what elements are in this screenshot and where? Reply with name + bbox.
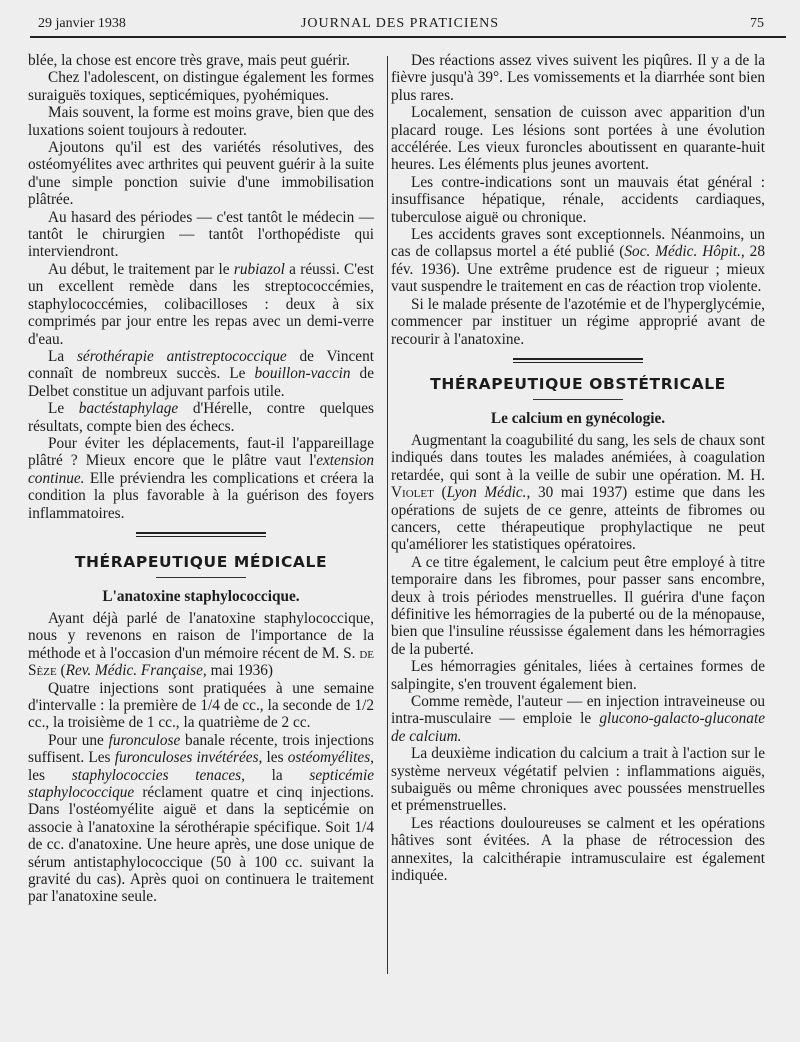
paragraph: Pour éviter les déplacements, faut-il l'appareillage plâtré ? Mieux encore que le plâtre vaut l'extension continue. Elle préviendra les complications et créera la condition la plus favorable à la guérison des foyers inflammatoires. [28,434,374,522]
paragraph: Des réactions assez vives suivent les piqûres. Il y a de la fièvre jusqu'à 39°. Les vomissements et la diarrhée sont bien plus rares. [391,52,765,104]
title-rule [156,577,246,578]
paragraph: Quatre injections sont pratiquées à une semaine d'intervalle : la première de 1/4 de cc., la seconde de 1/2 cc., la troisième de 1 cc., la quatrième de 2 cc. [28,679,374,732]
title-rule [533,399,623,400]
running-head [30,14,770,36]
column-divider [387,56,388,974]
paragraph: Mais souvent, la forme est moins grave, bien que des luxations soient toujours à redouter. [28,104,374,139]
paragraph: Localement, sensation de cuisson avec apparition d'un placard rouge. Les lésions sont portées à une évolution accélérée. Les vieux furoncles aboutissent en quarante-huit heures. Les éléments plus jeunes avortent. [391,104,765,174]
paragraph: Le bactéstaphylage d'Hérelle, contre quelques résultats, compte bien des échecs. [28,400,374,435]
article-title: L'anatoxine staphylococcique. [102,587,300,605]
section-title: THÉRAPEUTIQUE OBSTÉTRICALE [430,374,726,393]
paragraph: Les hémorragies génitales, liées à certaines formes de salpingite, s'en trouvent également bien. [391,658,765,693]
paragraph: Les contre-indications sont un mauvais état général : insuffisance hépatique, rénale, accidents cardiaques, tuberculose aiguë ou chronique. [391,173,765,226]
left-column [28,52,374,906]
paragraph: La deuxième indication du calcium a trait à l'action sur le système nerveux végétatif pelvien : inflammations aiguës, subaiguës ou même chroniques avec poussées menstruelles et prémenstruelles. [391,745,765,815]
issue-date: 29 janvier 1938 [38,16,126,31]
paragraph: La sérothérapie antistreptococcique de Vincent connaît de nombreux succès. Le bouillon-vaccin de Delbet constitue un adjuvant parfois utile. [28,347,374,400]
right-column [391,52,765,884]
paragraph: Ajoutons qu'il est des variétés résolutives, des ostéomyélites avec arthrites qui peuvent guérir à la suite d'une simple ponction suivie d'une immobilisation plâtrée. [28,139,374,209]
paragraph: Les réactions douloureuses se calment et les opérations hâtives sont évitées. A la phase de rétrocession des annexites, la calcithérapie intramusculaire est également indiquée. [391,814,765,885]
paragraph: Chez l'adolescent, on distingue également les formes suraiguës toxiques, septicémiques, pyohémiques. [28,69,374,104]
paragraph: A ce titre également, le calcium peut être employé à titre temporaire dans les fibromes, pour passer sans encombre, deux à trois périodes menstruelles. Il guérira d'une façon définitive les hémorragies de la puberté ou de la ménopause, bien que l'insuline réussisse également dans les hémorragies de la puberté. [391,553,765,658]
header-rule [30,36,786,38]
article-title: Le calcium en gynécologie. [490,409,666,427]
paragraph: Ayant déjà parlé de l'anatoxine staphylococcique, nous y revenons en raison de l'importance de la méthode et à l'occasion d'un mémoire récent de M. S. de Sèze (Rev. Médic. Française, mai 1936) [28,609,374,680]
section-title: THÉRAPEUTIQUE MÉDICALE [74,552,328,571]
paragraph: Pour une furonculose banale récente, trois injections suffisent. Les furonculoses invétérées, les ostéomyélites, les staphylococcies tenaces, la septicémie staphylococcique réclament quatre et cinq injections. Dans l'ostéomyélite aiguë et dans la septicémie on associe à l'anatoxine la sérothérapie spécifique. Soit 1/4 de cc. d'anatoxine. Une heure après, une dose unique de sérum antistaphylococcique (50 à 100 cc. suivant la gravité du cas). Après quoi on continuera le traitement par l'anatoxine seule. [28,731,374,906]
page-number: 75 [750,16,764,31]
journal-title: JOURNAL DES PRATICIENS [300,16,500,31]
paragraph: Augmentant la coagubilité du sang, les sels de chaux sont indiqués dans toutes les malades anémiées, à coagulation retardée, qui sont à la veille de subir une opération. M. H. Violet (Lyon Médic., 30 mai 1937) estime que dans les opérations de sujets de ce genre, atteints de fibromes ou cancers, cette thérapeutique prophylactique ne peut qu'améliorer les statistiques opératoires. [391,431,765,554]
section-separator [513,358,643,363]
paragraph: Au hasard des périodes — c'est tantôt le médecin — tantôt le chirurgien — tantôt l'orthopédiste qui interviendront. [28,208,374,261]
section-separator [136,532,266,537]
paragraph: Au début, le traitement par le rubiazol a réussi. C'est un excellent remède dans les streptococcémies, staphylococcémies, colibacilloses : deux à six comprimés par jour entre les repas avec un demi-verre d'eau. [28,260,374,348]
paragraph: Si le malade présente de l'azotémie et de l'hyperglycémie, commencer par instituer un régime approprié avant de recourir à l'anatoxine. [391,295,765,348]
paragraph: Comme remède, l'auteur — en injection intraveineuse ou intra-musculaire — emploie le glucono-galacto-gluconate de calcium. [391,693,765,745]
paragraph: blée, la chose est encore très grave, mais peut guérir. [28,52,350,69]
paragraph: Les accidents graves sont exceptionnels. Néanmoins, un cas de collapsus mortel a été publié (Soc. Médic. Hôpit., 28 fév. 1936). Une extrême prudence est de rigueur ; mieux vaut suspendre le traitement en cas de réaction trop violente. [391,226,765,296]
